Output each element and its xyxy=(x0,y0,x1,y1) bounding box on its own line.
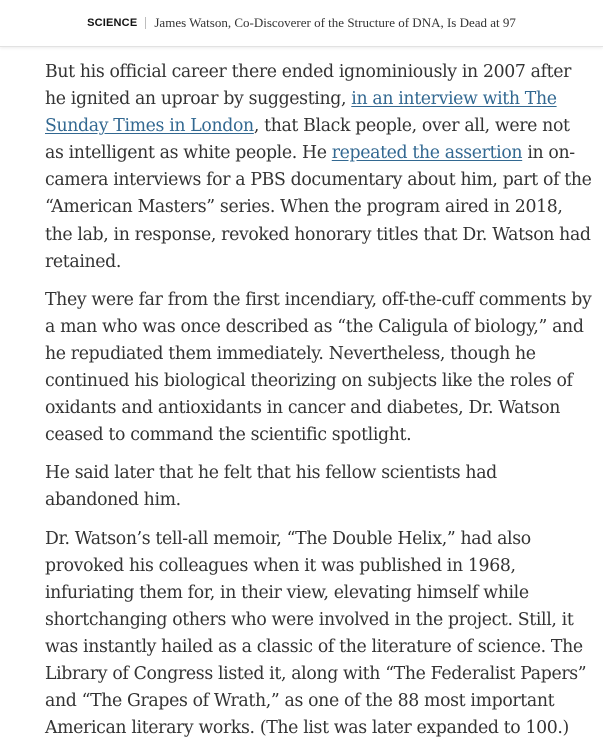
paragraph-1-text-b: , that Black people, over all, were not as intelligent as white people. He xyxy=(45,116,570,164)
paragraph-1 xyxy=(45,59,593,276)
paragraph-1-text-c: in on-camera interviews for a PBS documentary about him, part of the “American Masters” series. When the program aired in 2018, the lab, in response, revoked honorary titles that Dr. Watson had retained. xyxy=(45,143,592,272)
article-header-bar xyxy=(0,0,603,47)
article-body xyxy=(45,59,593,753)
repeated-assertion-link[interactable]: repeated the assertion xyxy=(331,143,523,164)
paragraph-2: They were far from the first incendiary, off-the-cuff comments by a man who was once described as “the Caligula of biology,” and he repudiated them immediately. Nevertheless, though he continued his biological theorizing on subjects like the roles of oxidants and antioxidants in cancer and diabetes, Dr. Watson ceased to command the scientific spotlight. xyxy=(45,289,592,446)
paragraph-3: He said later that he felt that his fellow scientists had abandoned him. xyxy=(45,463,497,511)
section-label[interactable]: SCIENCE xyxy=(87,17,138,29)
paragraph-4: Dr. Watson’s tell-all memoir, “The Double Helix,” had also provoked his colleagues when it was published in 1968, infuriating them for, in their view, elevating himself while shortchanging others who were involved in the project. Still, it was instantly hailed as a classic of the literature of science. The Library of Congress listed it, along with “The Federalist Papers” and “The Grapes of Wrath,” as one of the 88 most important American literary works. (The list was later expanded to 100.) xyxy=(45,528,587,739)
sunday-times-interview-link[interactable]: in an interview with The Sunday Times in London xyxy=(45,89,557,137)
article-headline: James Watson, Co-Discoverer of the Structure of DNA, Is Dead at 97 xyxy=(154,15,516,30)
paragraph-1-text-a: But his official career there ended ignominiously in 2007 after he ignited an uproar by suggesting, xyxy=(45,62,572,110)
header-divider xyxy=(145,17,146,29)
